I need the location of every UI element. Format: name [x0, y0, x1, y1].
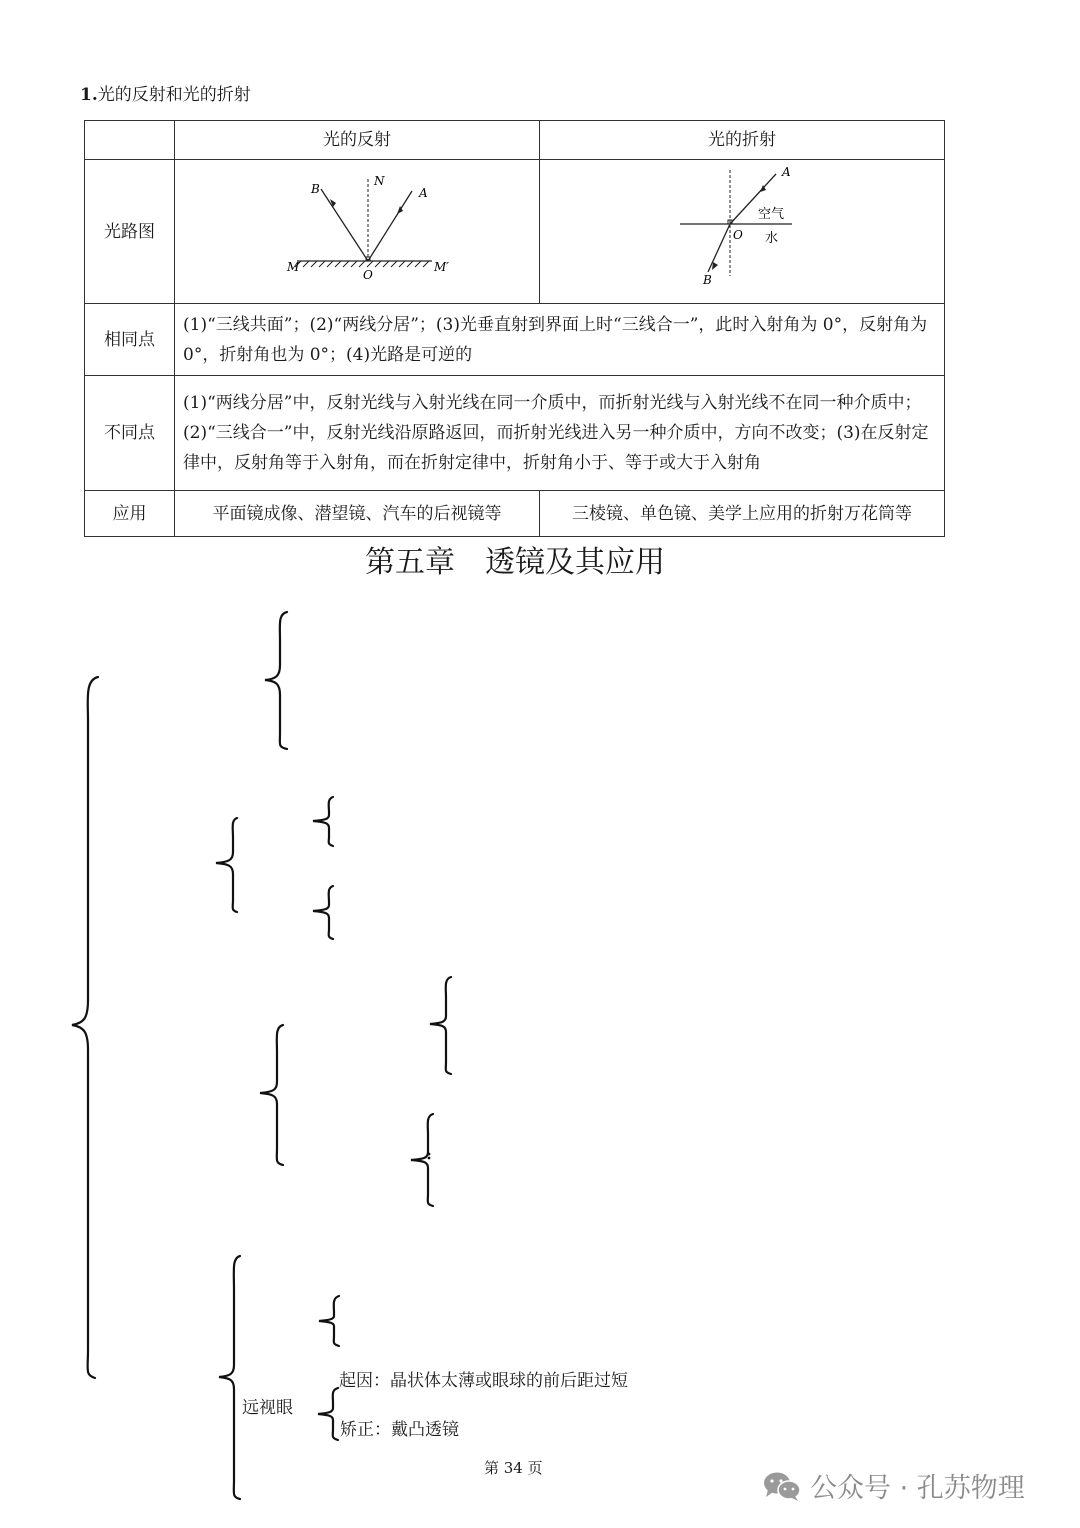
row-label-diff: 不同点 — [85, 376, 175, 491]
header-reflection: 光的反射 — [175, 121, 540, 160]
brace-8 — [219, 1256, 240, 1499]
brace-2 — [216, 818, 237, 912]
label-M: M — [287, 259, 300, 274]
diff-points-text: (1)“两线分居”中，反射光线与入射光线在同一介质中，而折射光线与入射光线不在同一种介质中；(2)“三线合一”中，反射光线沿原路返回，而折射光线进入另一种介质中，方向不改变；(3)在反射定律中，反射角等于入射角，而在折射定律中，折射角小于、等于或大于入射角 — [175, 376, 945, 491]
row-label-app: 应用 — [85, 491, 175, 537]
label-B: B — [703, 273, 712, 287]
wechat-icon — [762, 1470, 802, 1502]
watermark — [762, 1466, 1025, 1505]
hyperopia-correction: 矫正：戴凸透镜 — [340, 1420, 459, 1440]
brace-5 — [430, 977, 451, 1074]
label-O: O — [363, 267, 373, 282]
label-water: 水 — [765, 231, 779, 246]
app-reflection: 平面镜成像、潜望镜、汽车的后视镜等 — [175, 491, 540, 537]
brace-7 — [411, 1114, 433, 1206]
label-O: O — [733, 228, 743, 242]
section-title: 1.光的反射和光的折射 — [80, 85, 251, 105]
brace-9 — [319, 1296, 339, 1346]
watermark-text: 公众号 · 孔苏物理 — [810, 1473, 1025, 1504]
brace-1 — [265, 612, 287, 749]
header-refraction: 光的折射 — [540, 121, 945, 160]
label-M-prime: M′ — [434, 259, 450, 274]
label-A: A — [419, 185, 428, 200]
label-B: B — [311, 181, 320, 196]
brace-6 — [260, 1025, 283, 1165]
label-N: N — [374, 173, 385, 188]
label-air: 空气 — [758, 207, 785, 222]
row-label-diagram: 光路图 — [85, 160, 175, 304]
row-label-same: 相同点 — [85, 304, 175, 376]
brace-10 — [318, 1388, 338, 1440]
label-A: A — [782, 165, 791, 179]
hyperopia-label: 远视眼 — [242, 1398, 293, 1418]
brace-3 — [313, 797, 333, 846]
hyperopia-cause: 起因：晶状体太薄或眼球的前后距过短 — [339, 1371, 628, 1391]
main-brace — [72, 677, 98, 1378]
brace-4 — [313, 886, 333, 939]
page-number: 第 34 页 — [484, 1459, 543, 1477]
app-refraction: 三棱镜、单色镜、美学上应用的折射万花筒等 — [540, 491, 945, 537]
chapter-title: 第五章 透镜及其应用 — [365, 545, 665, 580]
same-points-text: (1)“三线共面”；(2)“两线分居”；(3)光垂直射到界面上时“三线合一”，此时入射角为 0°，反射角为 0°，折射角也为 0°；(4)光路是可逆的 — [175, 304, 945, 376]
